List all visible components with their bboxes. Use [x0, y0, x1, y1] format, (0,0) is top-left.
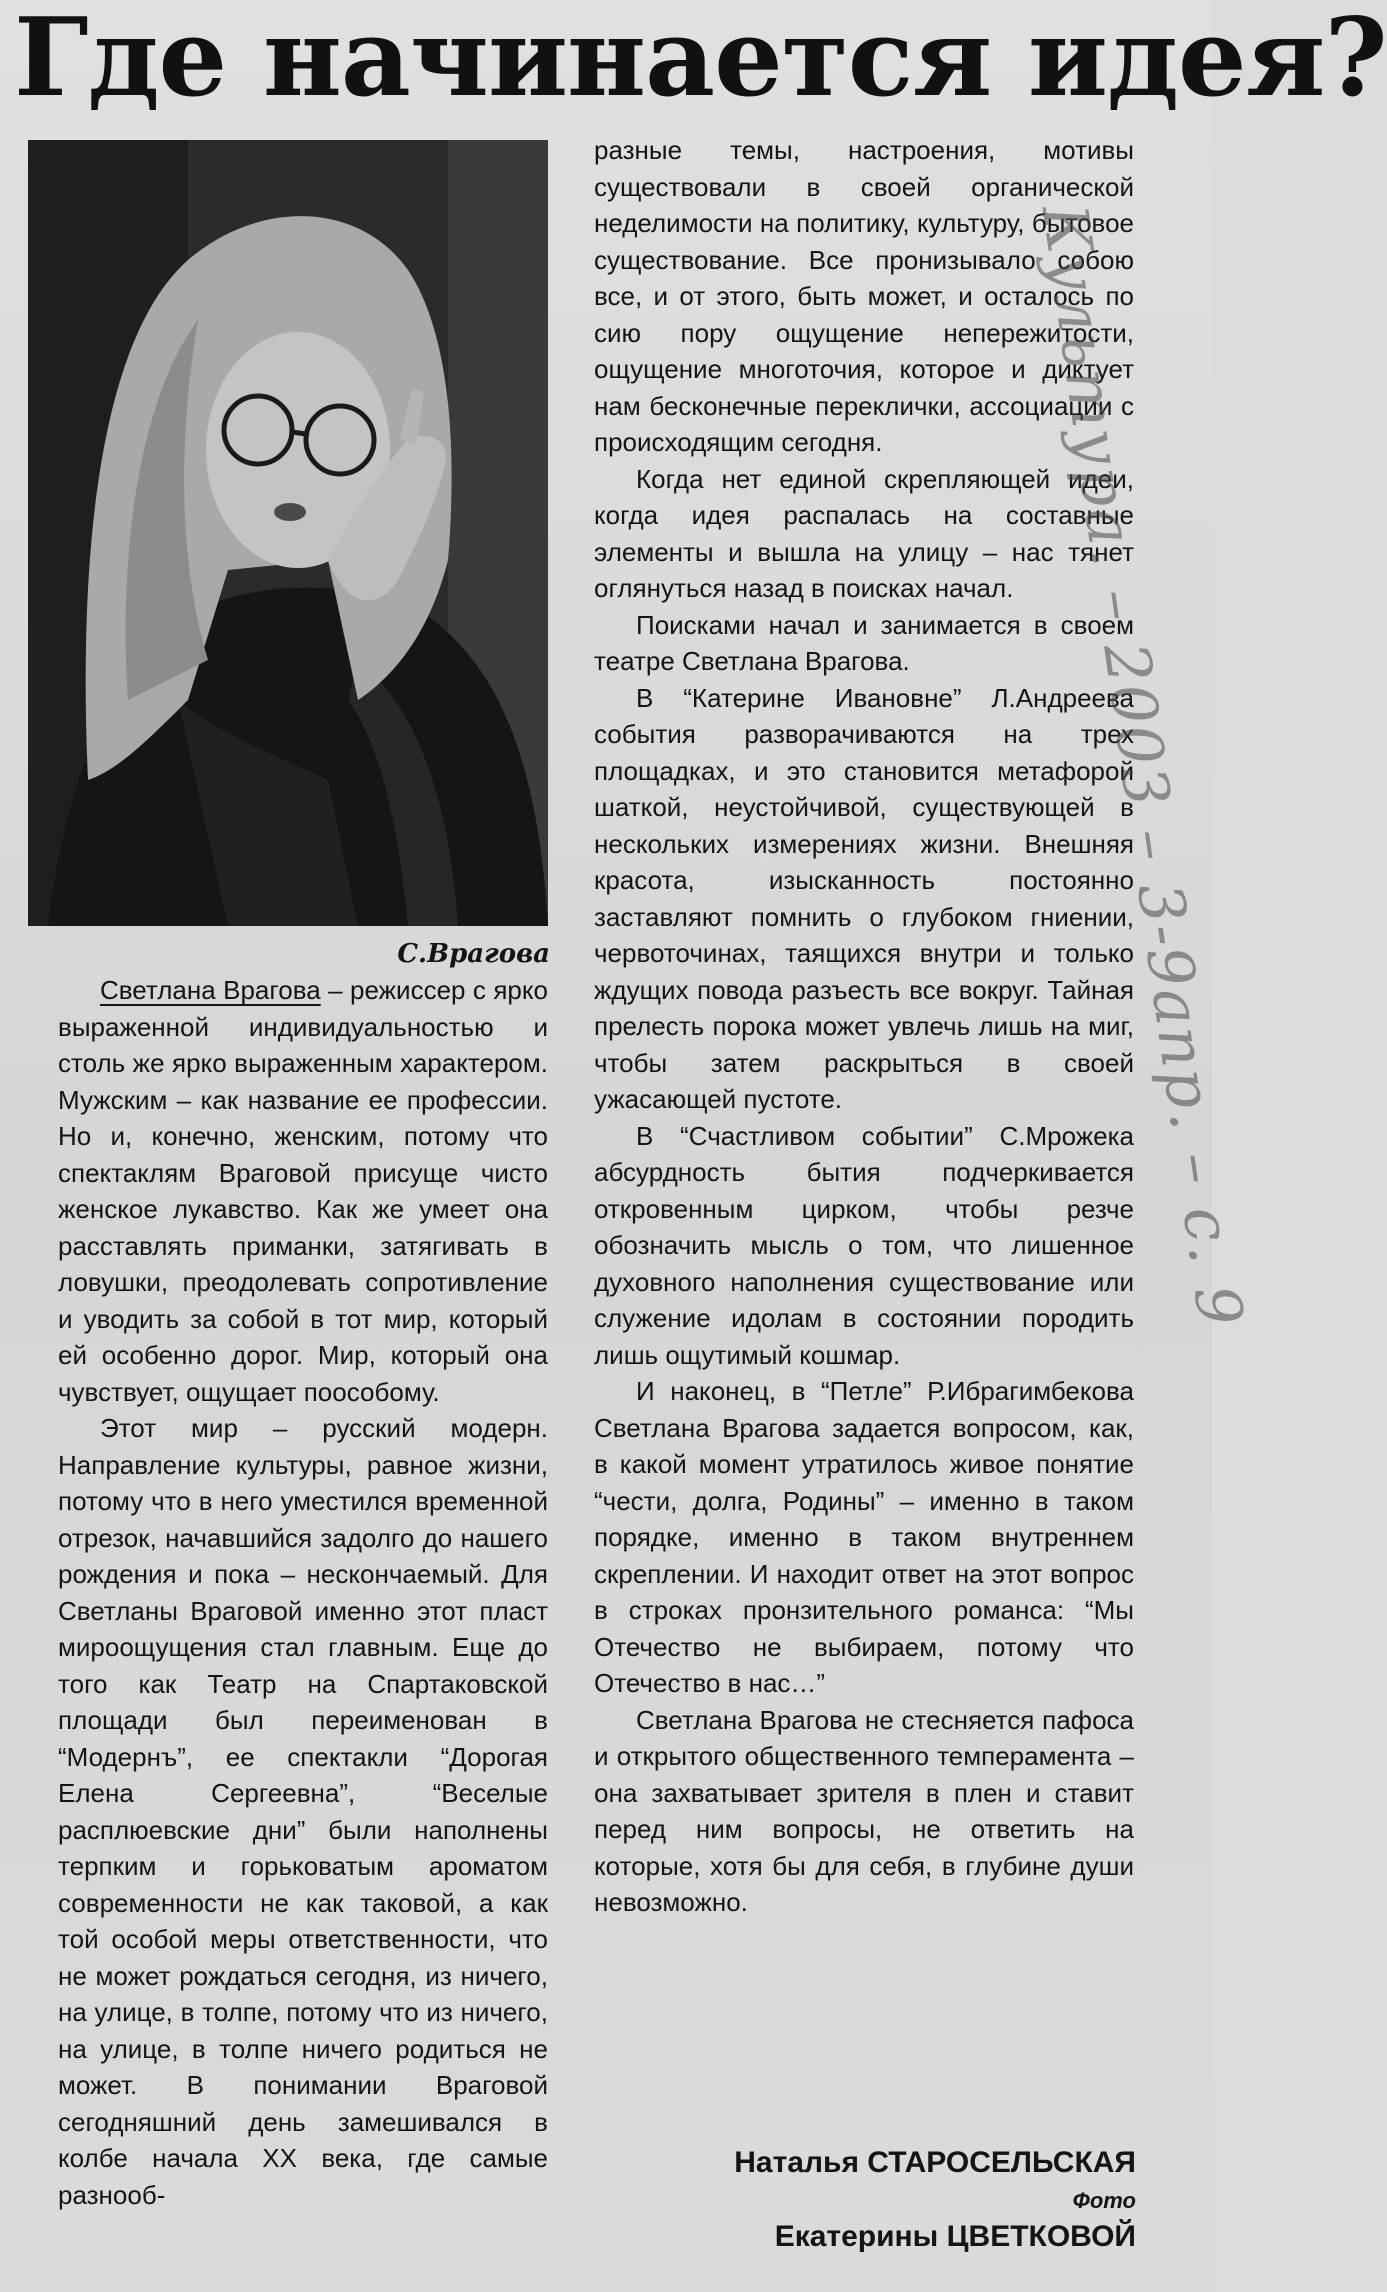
paragraph: Светлана Врагова не стесняется пафоса и открытого общественного темперамента – она захватывает зрителя в плен и ставит перед ним вопросы, не ответить на которые, хотя бы для себя, в глубине души невозможно. [594, 1704, 1134, 1917]
paragraph: Когда нет единой скрепляющей идеи, когда идея распалась на составные элементы и вышла на улицу – нас тянет оглянуться назад в поисках начал. [594, 463, 1134, 603]
paragraph: В “Счастливом событии” С.Мрожека абсурдность бытия подчеркивается откровенным цирком, чтобы резче обозначить мысль о том, что лишенное духовного наполнения существование или служение идолам в состоянии породить лишь ощутимый кошмар. [594, 1120, 1134, 1370]
paragraph: И наконец, в “Петле” Р.Ибрагимбекова Светлана Врагова задается вопросом, как, в какой момент утратилось живое понятие “чести, долга, Родины” – именно в таком порядке, именно в таком внутреннем скреплении. И находит ответ на этот вопрос в строках пронзительного романса: “Мы Отечество не выбираем, потому что Отечество в нас…” [594, 1376, 1134, 1698]
paragraph: В “Катерине Ивановне” Л.Андреева события разворачиваются на трех площадках, и это становится метафорой шаткой, неустойчивой, существующей в нескольких измерениях жизни. Внешняя красота, изысканность постоянно заставляют помнить о глубоком гниении, червоточинах, таящихся внутри и только ждущих повода разъесть все вокруг. Тайная прелесть порока может увлечь лишь на миг, чтобы затем раскрыться в своей ужасающей пустоте. [594, 682, 1134, 1114]
photographer-byline: Екатерины ЦВЕТКОВОЙ [774, 2220, 1136, 2253]
paragraph: Поисками начал и занимается в своем театре Светлана Врагова. [594, 609, 1134, 676]
photo-credit-label: Фото [1072, 2188, 1136, 2213]
handwritten-note: Культура. – 2003 – 3-9апр. – с. 9 [1027, 200, 1258, 1333]
portrait-photo [28, 140, 548, 926]
article-left-column [58, 972, 548, 2213]
portrait-illustration [28, 140, 548, 926]
paragraph: разные темы, настроения, мотивы существовали в своей органической неделимости на политику, культуру, бытовое существование. Все пронизывало собою все, и от этого, быть может, и осталось по сию пору ощущение непережитости, ощущение многоточия, которое и диктует нам бесконечные переклички, ассоциации с происходящим сегодня. [594, 135, 1134, 457]
lead-name: Светлана Врагова [100, 975, 321, 1005]
headline: Где начинается идея? [14, 0, 1387, 121]
paragraph [58, 972, 548, 1410]
author-byline: Наталья СТАРОСЕЛЬСКАЯ [734, 2146, 1136, 2179]
photo-caption: С.Врагова [397, 939, 550, 969]
paragraph: Этот мир – русский модерн. Направление культуры, равное жизни, потому что в него уместился временной отрезок, начавшийся задолго до нашего рождения и пока – нескончаемый. Для Светланы Враговой именно этот пласт мироощущения стал главным. Еще до того как Театр на Спартаковской площади был переименован в “Модернъ”, ее спектакли “Дорогая Елена Сергеевна”, “Веселые расплюевские дни” были наполнены терпким и горьковатым ароматом современности не как таковой, а как той особой меры ответственности, что не может рождаться сегодня, из ничего, на улице, в толпе, потому что из ничего, на улице, в толпе ничего родиться не может. В понимании Враговой сегодняшний день замешивался в колбе начала XX века, где самые разнооб- [58, 1413, 548, 2210]
paragraph-text: – режиссер с ярко выраженной индивидуальностью и столь же ярко выраженным характером. Мужским – как название ее профессии. Но и, конечно, женским, потому что спектаклям Враговой присуще чисто женское лукавство. Как же умеет она расставлять приманки, затягивать в ловушки, преодолевать сопротивление и уводить за собой в тот мир, который ей особенно дорог. Мир, который она чувствует, ощущает поособому. [58, 975, 548, 1407]
